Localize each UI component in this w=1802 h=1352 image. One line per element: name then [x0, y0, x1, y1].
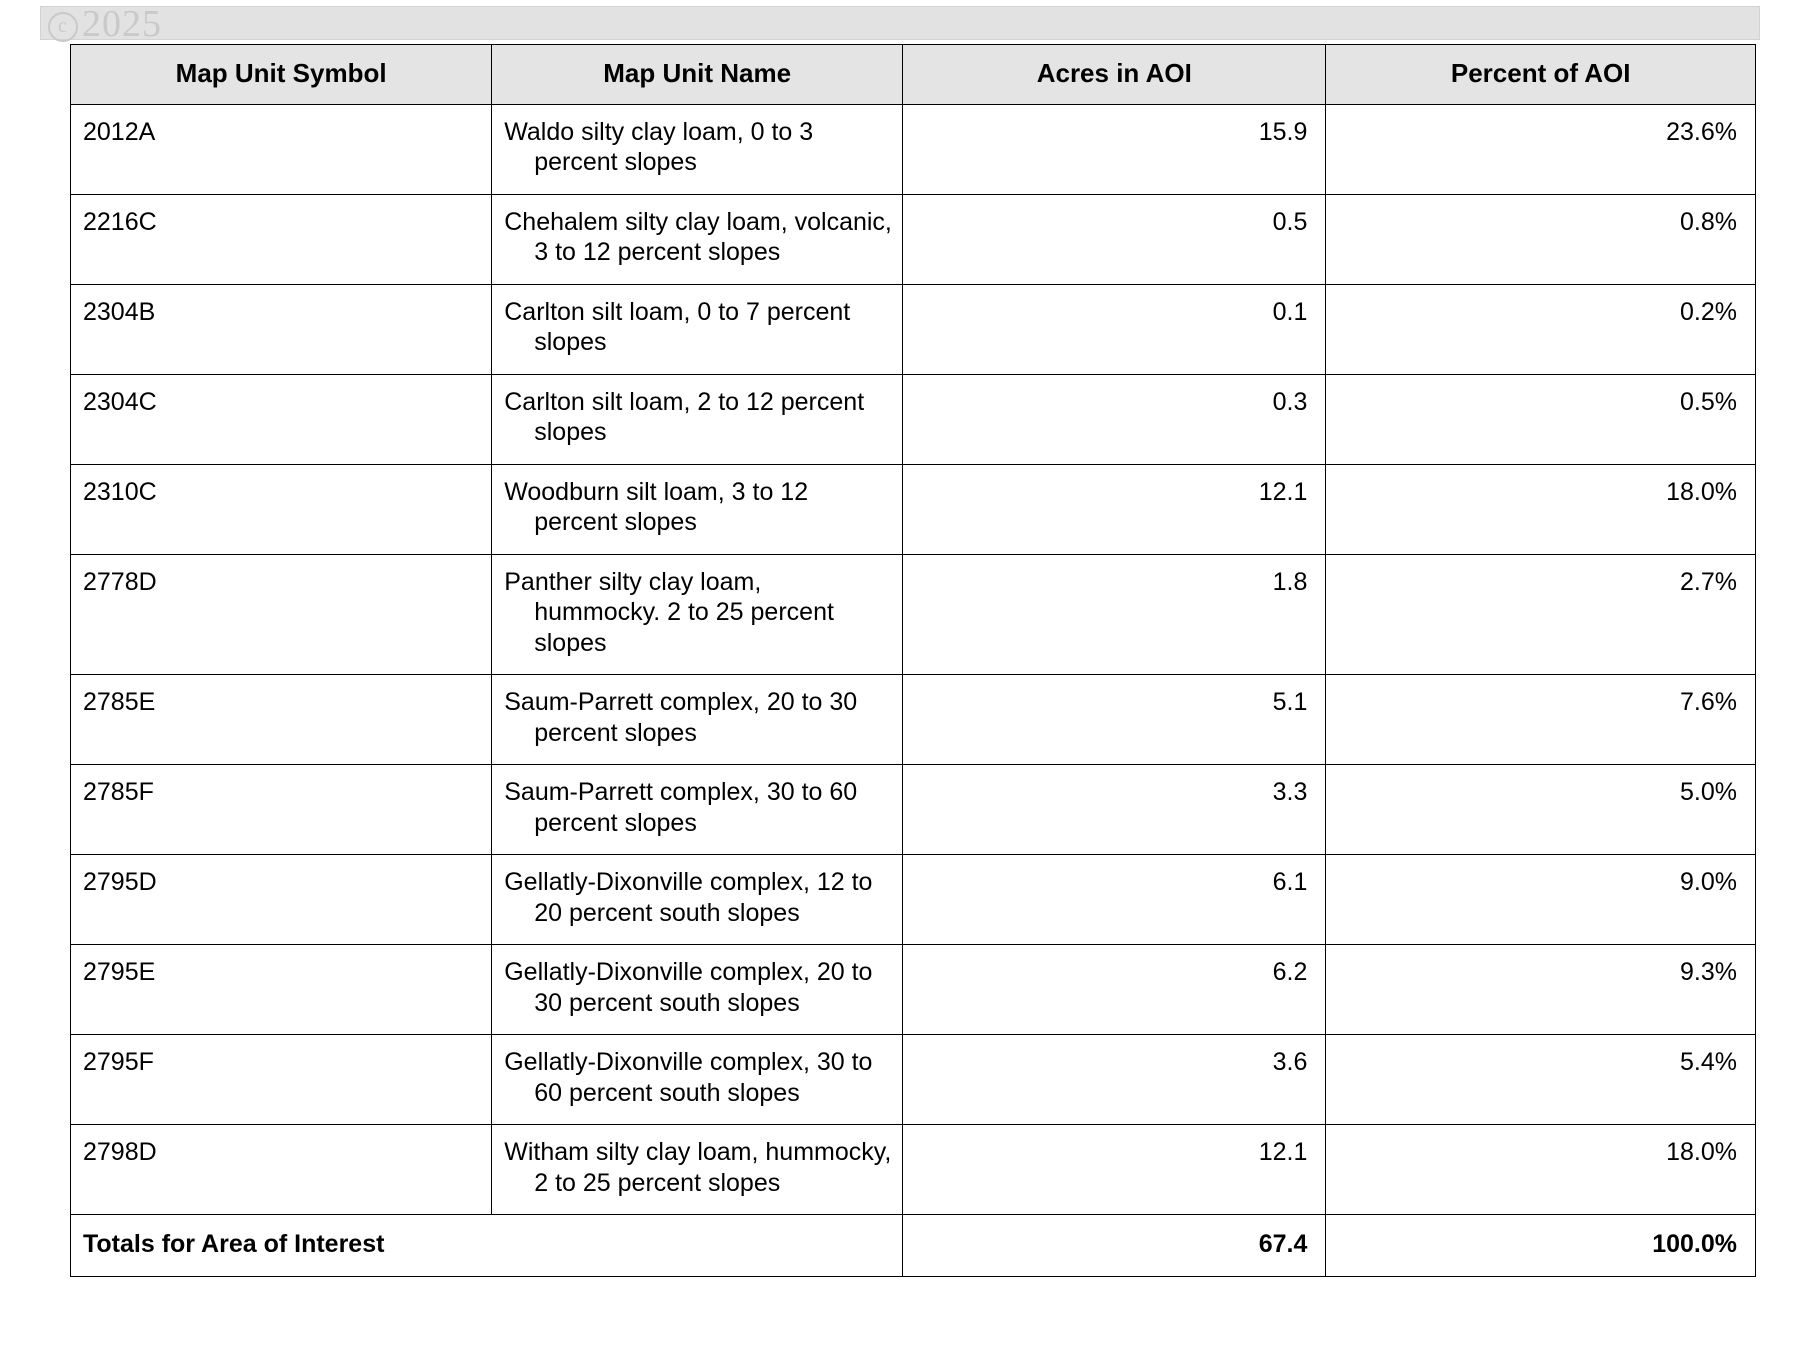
watermark-year: 2025 [82, 3, 162, 45]
column-header-map-unit-symbol: Map Unit Symbol [71, 45, 492, 105]
totals-percent: 100.0% [1326, 1215, 1756, 1277]
cell-acres: 5.1 [903, 675, 1326, 765]
cell-acres: 3.6 [903, 1035, 1326, 1125]
cell-map-unit-symbol: 2785E [71, 675, 492, 765]
cell-map-unit-symbol: 2304B [71, 284, 492, 374]
cell-acres: 0.5 [903, 194, 1326, 284]
cell-map-unit-symbol: 2798D [71, 1125, 492, 1215]
cell-acres: 12.1 [903, 1125, 1326, 1215]
table-row [71, 855, 1756, 945]
table-row [71, 194, 1756, 284]
table-row [71, 765, 1756, 855]
cell-percent: 7.6% [1326, 675, 1756, 765]
cell-map-unit-symbol: 2012A [71, 104, 492, 194]
cell-map-unit-name-text: Gellatly-Dixonville complex, 30 to 60 percent south slopes [504, 1048, 873, 1107]
cell-map-unit-symbol: 2216C [71, 194, 492, 284]
cell-map-unit-name-text: Witham silty clay loam, hummocky, 2 to 25 percent slopes [504, 1138, 892, 1197]
table-row [71, 675, 1756, 765]
cell-acres: 15.9 [903, 104, 1326, 194]
cell-percent: 0.5% [1326, 374, 1756, 464]
cell-acres: 12.1 [903, 464, 1326, 554]
cell-map-unit-symbol: 2785F [71, 765, 492, 855]
cell-map-unit-name [492, 194, 903, 284]
cell-map-unit-name [492, 104, 903, 194]
totals-row [71, 1215, 1756, 1277]
cell-map-unit-name-text: Chehalem silty clay loam, volcanic, 3 to 12 percent slopes [504, 207, 892, 267]
table-row [71, 554, 1756, 675]
cell-acres: 0.1 [903, 284, 1326, 374]
cell-map-unit-symbol: 2795E [71, 945, 492, 1035]
cell-map-unit-name-text: Saum-Parrett complex, 30 to 60 percent slopes [504, 778, 858, 837]
table-row [71, 374, 1756, 464]
totals-acres: 67.4 [903, 1215, 1326, 1277]
cell-map-unit-name-text: Saum-Parrett complex, 20 to 30 percent slopes [504, 688, 858, 747]
cell-map-unit-name [492, 554, 903, 675]
cell-map-unit-symbol: 2310C [71, 464, 492, 554]
table-row [71, 284, 1756, 374]
table-row [71, 1035, 1756, 1125]
cell-map-unit-name-text: Gellatly-Dixonville complex, 20 to 30 percent south slopes [504, 958, 873, 1017]
table-row [71, 1125, 1756, 1215]
cell-percent: 18.0% [1326, 1125, 1756, 1215]
cell-map-unit-name [492, 765, 903, 855]
cell-acres: 0.3 [903, 374, 1326, 464]
cell-percent: 23.6% [1326, 104, 1756, 194]
cell-map-unit-name [492, 284, 903, 374]
cell-map-unit-symbol: 2304C [71, 374, 492, 464]
cell-map-unit-name [492, 855, 903, 945]
table-body [71, 104, 1756, 1276]
cell-acres: 6.1 [903, 855, 1326, 945]
cell-percent: 9.3% [1326, 945, 1756, 1035]
cell-percent: 5.0% [1326, 765, 1756, 855]
table-header-row [71, 45, 1756, 105]
cell-map-unit-name-text: Carlton silt loam, 0 to 7 percent slopes [504, 297, 851, 357]
cell-acres: 6.2 [903, 945, 1326, 1035]
cell-percent: 9.0% [1326, 855, 1756, 945]
cell-percent: 0.2% [1326, 284, 1756, 374]
column-header-acres-in-aoi: Acres in AOI [903, 45, 1326, 105]
cell-map-unit-name [492, 1125, 903, 1215]
cell-percent: 2.7% [1326, 554, 1756, 675]
cell-map-unit-name [492, 1035, 903, 1125]
header-band [40, 6, 1760, 40]
cell-percent: 0.8% [1326, 194, 1756, 284]
cell-map-unit-symbol: 2778D [71, 554, 492, 675]
totals-label: Totals for Area of Interest [71, 1215, 903, 1277]
cell-map-unit-name [492, 675, 903, 765]
cell-map-unit-name-text: Woodburn silt loam, 3 to 12 percent slopes [504, 477, 809, 537]
cell-map-unit-name-text: Waldo silty clay loam, 0 to 3 percent slopes [504, 117, 814, 177]
cell-map-unit-name-text: Panther silty clay loam, hummocky. 2 to 25 percent slopes [504, 567, 834, 657]
column-header-percent-of-aoi: Percent of AOI [1326, 45, 1756, 105]
copyright-icon: c [48, 12, 78, 42]
cell-percent: 18.0% [1326, 464, 1756, 554]
cell-map-unit-name-text: Gellatly-Dixonville complex, 12 to 20 percent south slopes [504, 868, 873, 927]
cell-map-unit-symbol: 2795D [71, 855, 492, 945]
cell-map-unit-name [492, 374, 903, 464]
cell-acres: 1.8 [903, 554, 1326, 675]
table-row [71, 104, 1756, 194]
copyright-watermark [48, 2, 162, 46]
cell-acres: 3.3 [903, 765, 1326, 855]
cell-map-unit-name-text: Carlton silt loam, 2 to 12 percent slopes [504, 387, 865, 447]
cell-map-unit-symbol: 2795F [71, 1035, 492, 1125]
cell-percent: 5.4% [1326, 1035, 1756, 1125]
cell-map-unit-name [492, 945, 903, 1035]
soil-map-unit-table [70, 44, 1756, 1277]
column-header-map-unit-name: Map Unit Name [492, 45, 903, 105]
cell-map-unit-name [492, 464, 903, 554]
table-row [71, 945, 1756, 1035]
table-row [71, 464, 1756, 554]
